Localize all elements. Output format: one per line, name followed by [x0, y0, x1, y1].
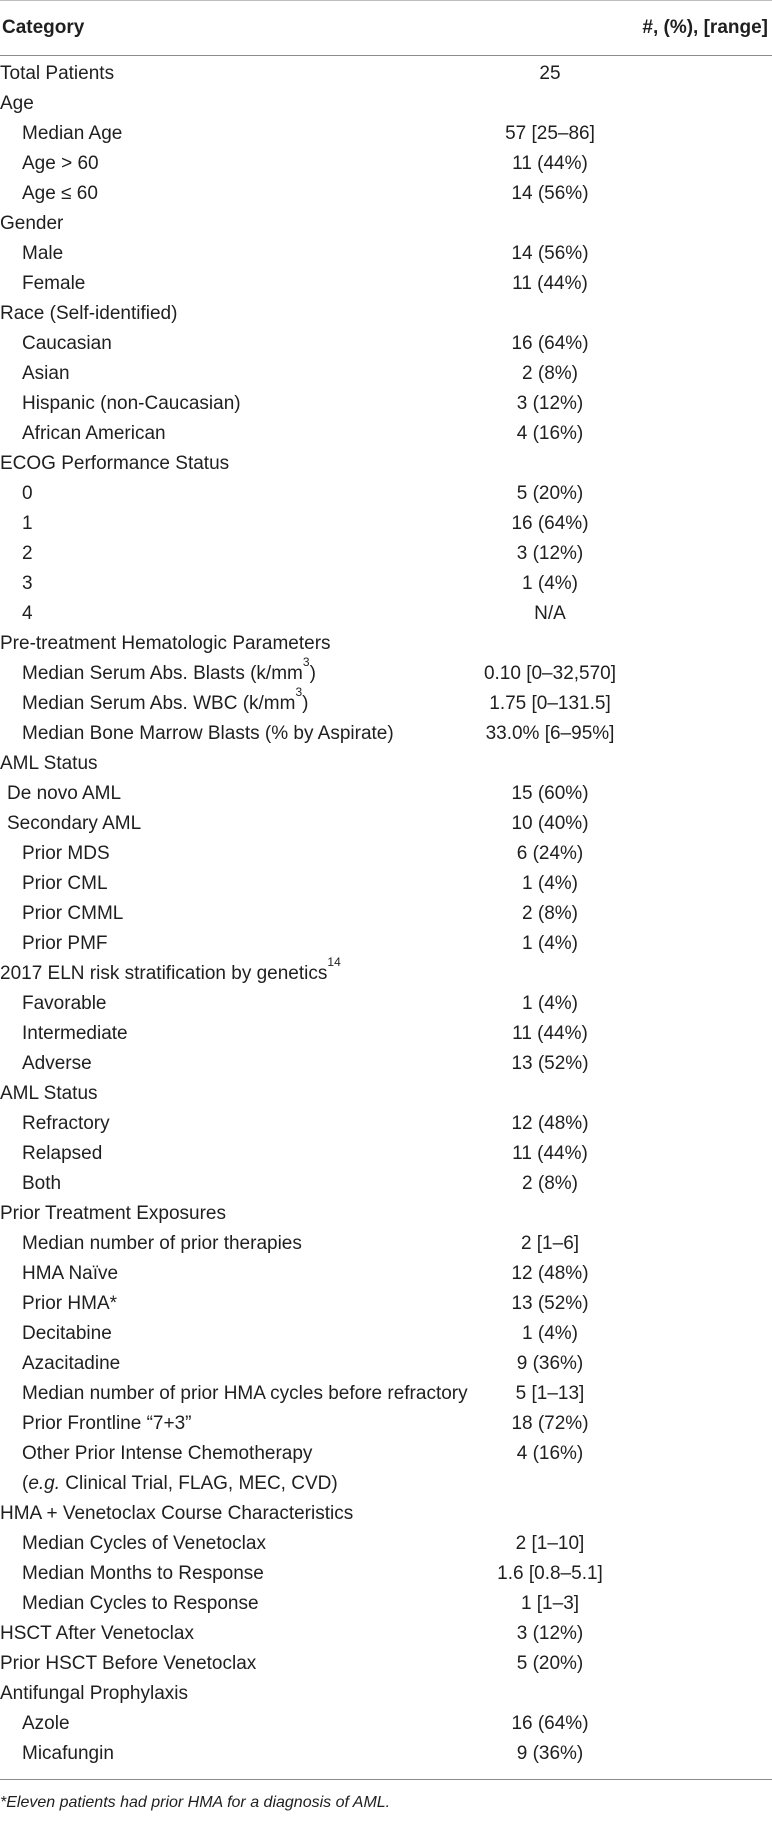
row-value: 11 (44%) [512, 273, 588, 294]
row-label [0, 1683, 772, 1705]
row-label-text: Azacitadine [22, 1353, 121, 1374]
row-value: 1 [1–3] [520, 1593, 580, 1614]
table-row [0, 1289, 772, 1319]
table-row [0, 989, 772, 1019]
row-label-text: Female [22, 273, 86, 294]
row-label-text: Median Bone Marrow Blasts (% by Aspirate) [22, 723, 394, 744]
row-value: 1 (4%) [522, 933, 578, 954]
table-row [0, 359, 772, 389]
row-label-text: Prior HSCT Before Venetoclax [0, 1653, 257, 1674]
row-value: 14 (56%) [511, 183, 589, 204]
table-row [0, 269, 772, 299]
row-label-text: Median Age [22, 123, 123, 144]
row-label [0, 1083, 772, 1105]
table-row [0, 1319, 772, 1349]
table-row [0, 1619, 772, 1649]
row-value: 1 (4%) [522, 873, 578, 894]
row-value: 9 (36%) [516, 1743, 584, 1764]
table-row [0, 299, 772, 329]
row-value: 3 (12%) [516, 393, 584, 414]
row-label-text: Caucasian [22, 333, 112, 354]
table-row [0, 1499, 772, 1529]
row-label-text: HMA Naïve [22, 1263, 119, 1284]
row-value: 1.6 [0.8–5.1] [497, 1563, 603, 1584]
row-label-text: Age ≤ 60 [22, 183, 98, 204]
table-row [0, 599, 772, 629]
table-body [0, 59, 772, 1769]
table-row [0, 749, 772, 779]
row-label-text: Prior PMF [22, 933, 108, 954]
row-label-text: 2017 ELN risk stratification by genetics [0, 963, 328, 984]
row-label-suffix: ) [302, 693, 309, 714]
row-label-text: Median Months to Response [22, 1563, 264, 1584]
row-label-text: Hispanic (non-Caucasian) [22, 393, 241, 414]
table-row [0, 954, 772, 989]
row-label-text: HSCT After Venetoclax [0, 1623, 194, 1644]
row-value: 1 (4%) [522, 573, 578, 594]
row-value: 2 (8%) [522, 903, 578, 924]
row-value: 6 (24%) [516, 843, 584, 864]
row-value: 11 (44%) [512, 153, 588, 174]
row-label-text: AML Status [0, 753, 98, 774]
table-row [0, 1199, 772, 1229]
row-label-text: 1 [22, 513, 33, 534]
row-label [0, 213, 772, 235]
table-row [0, 1229, 772, 1259]
table-row [0, 1379, 772, 1409]
row-label-text: Age [0, 93, 34, 114]
table-row [0, 719, 772, 749]
table-row [0, 89, 772, 119]
row-label-text: 4 [22, 603, 33, 624]
row-value: 3 (12%) [516, 543, 584, 564]
table-row [0, 1739, 772, 1769]
table-row [0, 1709, 772, 1739]
table-row [0, 929, 772, 959]
row-label [0, 633, 772, 655]
row-value: 2 (8%) [522, 363, 578, 384]
row-label-text: Relapsed [22, 1143, 103, 1164]
row-value: 10 (40%) [511, 813, 589, 834]
row-label-prefix: ( [22, 1473, 29, 1494]
row-value: 16 (64%) [511, 513, 589, 534]
row-label-text: Antifungal Prophylaxis [0, 1683, 188, 1704]
table-row [0, 509, 772, 539]
row-label-text: Decitabine [22, 1323, 112, 1344]
row-label [0, 453, 772, 475]
row-label-text: Race (Self-identified) [0, 303, 178, 324]
row-label-text: Other Prior Intense Chemotherapy [22, 1443, 313, 1464]
table-row [0, 629, 772, 659]
table-row [0, 654, 772, 689]
row-value: 1 (4%) [522, 1323, 578, 1344]
row-label-text: Both [22, 1173, 62, 1194]
table-row [0, 1439, 772, 1469]
row-label-text: Median Cycles to Response [22, 1593, 259, 1614]
row-value: 18 (72%) [511, 1413, 589, 1434]
row-label-text: Adverse [22, 1053, 92, 1074]
row-label [0, 1203, 772, 1225]
row-label-text: Prior MDS [22, 843, 110, 864]
table-row [0, 119, 772, 149]
row-value: 13 (52%) [511, 1053, 589, 1074]
row-label-text: Secondary AML [7, 813, 142, 834]
table-row [0, 329, 772, 359]
row-label-text: 0 [22, 483, 33, 504]
table-row [0, 1349, 772, 1379]
row-label-text: 2 [22, 543, 33, 564]
row-label-suffix: ) [309, 663, 316, 684]
table-header [0, 1, 772, 56]
table-row [0, 179, 772, 209]
row-label-superscript: 3 [302, 654, 310, 669]
table-row [0, 239, 772, 269]
table-row [0, 1679, 772, 1709]
row-value: 16 (64%) [511, 1713, 589, 1734]
row-value: 4 (16%) [516, 423, 584, 444]
row-label-text: ECOG Performance Status [0, 453, 230, 474]
table-row [0, 1529, 772, 1559]
row-label-text: Intermediate [22, 1023, 128, 1044]
table-row [0, 1469, 772, 1499]
row-value: 5 (20%) [516, 1653, 584, 1674]
table-row [0, 479, 772, 509]
row-label-text: Median number of prior therapies [22, 1233, 302, 1254]
row-value: 16 (64%) [511, 333, 589, 354]
table-row [0, 809, 772, 839]
table-row [0, 149, 772, 179]
table-row [0, 1109, 772, 1139]
header-category: Category [2, 17, 85, 38]
row-label-text: Total Patients [0, 63, 115, 84]
table-row [0, 1409, 772, 1439]
table-row [0, 1169, 772, 1199]
row-label-superscript: 14 [327, 954, 341, 969]
row-value: 9 (36%) [516, 1353, 584, 1374]
row-label-text: HMA + Venetoclax Course Characteristics [0, 1503, 354, 1524]
table-row [0, 539, 772, 569]
table-row [0, 684, 772, 719]
row-value: 0.10 [0–32,570] [483, 663, 617, 684]
table-row [0, 869, 772, 899]
table-row [0, 1019, 772, 1049]
row-label-text: 3 [22, 573, 33, 594]
row-label [0, 93, 772, 115]
table-row [0, 779, 772, 809]
row-label-text: Median Serum Abs. Blasts (k/mm [22, 663, 303, 684]
row-label [0, 1503, 772, 1525]
row-label-text: Azole [22, 1713, 70, 1734]
row-label [0, 303, 772, 325]
row-label-text: Median Cycles of Venetoclax [22, 1533, 266, 1554]
row-label-italic: e.g. [28, 1473, 61, 1494]
row-label-text: Gender [0, 213, 64, 234]
row-value: 33.0% [6–95%] [485, 723, 615, 744]
row-label-text: Asian [22, 363, 70, 384]
row-value: 15 (60%) [511, 783, 589, 804]
table-row [0, 1649, 772, 1679]
footnote: *Eleven patients had prior HMA for a diagnosis of AML. [0, 1794, 391, 1811]
row-value: 25 [539, 63, 561, 84]
row-label-text: Median number of prior HMA cycles before refractory [22, 1383, 468, 1404]
table-row [0, 569, 772, 599]
row-value: 3 (12%) [516, 1623, 584, 1644]
row-value: 2 [1–6] [520, 1233, 580, 1254]
table-row [0, 209, 772, 239]
row-label-text: Prior CMML [22, 903, 124, 924]
row-value: 57 [25–86] [505, 123, 595, 144]
row-value: N/A [534, 603, 566, 624]
row-value: 2 [1–10] [515, 1533, 585, 1554]
row-value: 5 [1–13] [515, 1383, 585, 1404]
row-value: 4 (16%) [516, 1443, 584, 1464]
row-label-text: AML Status [0, 1083, 98, 1104]
row-label-text: Pre-treatment Hematologic Parameters [0, 633, 331, 654]
row-value: 14 (56%) [511, 243, 589, 264]
row-label-text: Age > 60 [22, 153, 99, 174]
table-row [0, 1049, 772, 1079]
row-value: 13 (52%) [511, 1293, 589, 1314]
row-value: 1.75 [0–131.5] [489, 693, 611, 714]
row-value: 2 (8%) [522, 1173, 578, 1194]
row-label-text: Clinical Trial, FLAG, MEC, CVD) [60, 1473, 338, 1494]
table-row [0, 899, 772, 929]
row-value: 12 (48%) [511, 1113, 589, 1134]
table-row [0, 1559, 772, 1589]
row-value: 11 (44%) [512, 1143, 588, 1164]
table-row [0, 1589, 772, 1619]
row-value: 1 (4%) [522, 993, 578, 1014]
table-row [0, 389, 772, 419]
table-row [0, 419, 772, 449]
row-value: 11 (44%) [512, 1023, 588, 1044]
row-label [0, 1473, 772, 1495]
row-label-text: De novo AML [7, 783, 122, 804]
row-label-text: Median Serum Abs. WBC (k/mm [22, 693, 296, 714]
table-row [0, 1259, 772, 1289]
row-label-text: Prior Frontline “7+3” [22, 1413, 192, 1434]
table-row [0, 59, 772, 89]
row-label-text: Male [22, 243, 64, 264]
row-label-text: Micafungin [22, 1743, 114, 1764]
row-label-text: Prior CML [22, 873, 108, 894]
table-row [0, 1079, 772, 1109]
row-value: 12 (48%) [511, 1263, 589, 1284]
row-label-text: African American [22, 423, 166, 444]
row-label-text: Favorable [22, 993, 107, 1014]
table-row [0, 449, 772, 479]
row-label-superscript: 3 [295, 684, 303, 699]
row-value: 5 (20%) [516, 483, 584, 504]
row-label-text: Prior HMA* [22, 1293, 118, 1314]
row-label [0, 954, 772, 985]
row-label [0, 753, 772, 775]
header-value: #, (%), [range] [642, 17, 768, 38]
table-row [0, 839, 772, 869]
row-label-text: Prior Treatment Exposures [0, 1203, 226, 1224]
row-label-text: Refractory [22, 1113, 110, 1134]
table-row [0, 1139, 772, 1169]
